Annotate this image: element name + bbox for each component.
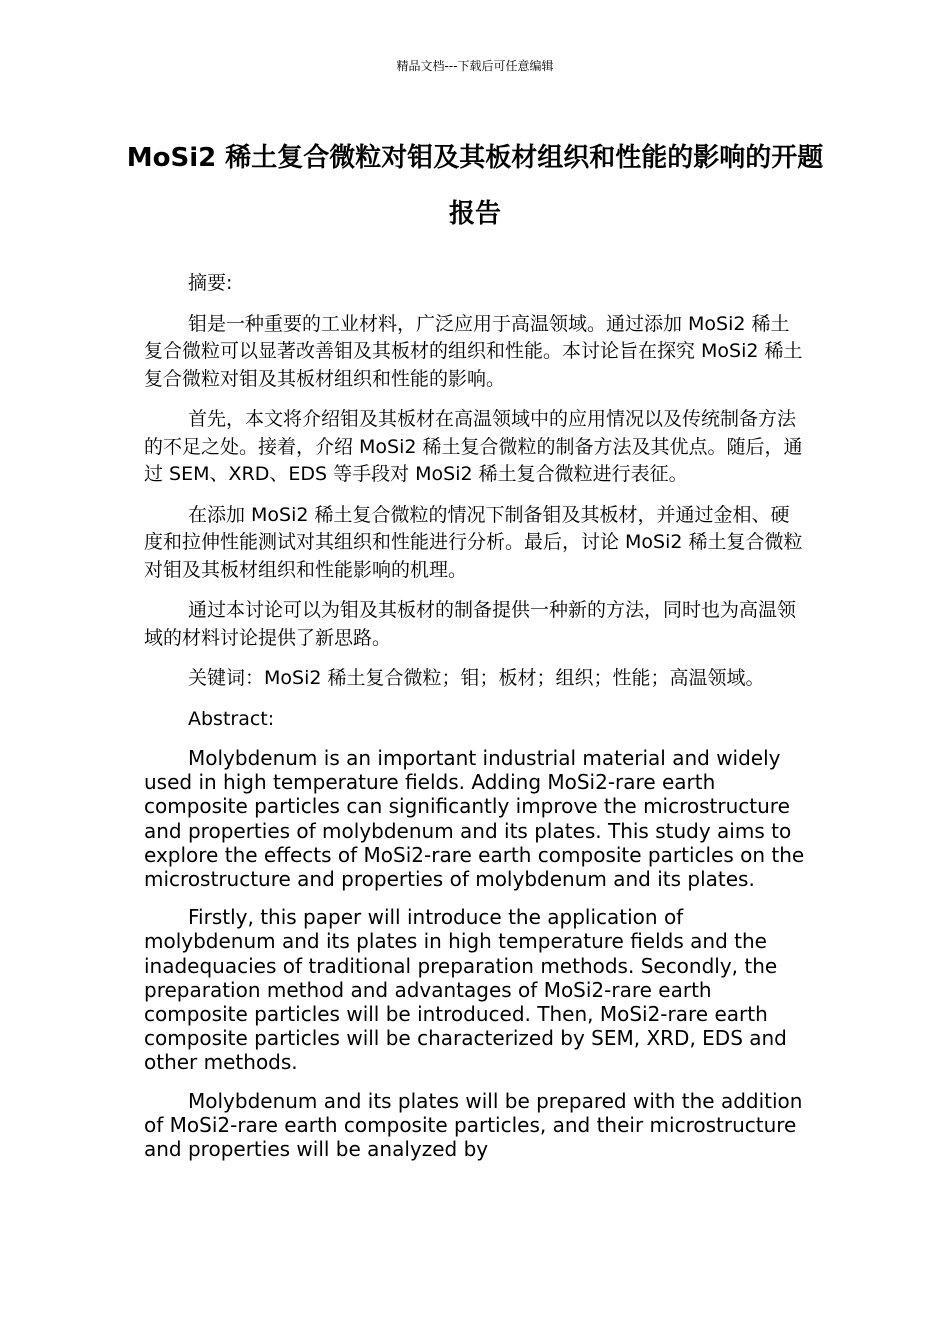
abstract-cn-paragraph: 在添加 MoSi2 稀土复合微粒的情况下制备钼及其板材，并通过金相、硬度和拉伸性能测试对其组织和性能进行分析。最后，讨论 MoSi2 稀土复合微粒对钼及其板材组织和性能影响的机理。 — [144, 503, 803, 581]
keywords-cn: 关键词：MoSi2 稀土复合微粒；钼；板材；组织；性能；高温领域。 — [188, 667, 765, 689]
abstract-cn-paragraph: 钼是一种重要的工业材料，广泛应用于高温领域。通过添加 MoSi2 稀土复合微粒可以显著改善钼及其板材的组织和性能。本讨论旨在探究 MoSi2 稀土复合微粒对钼及其板材组织和性能的影响。 — [144, 312, 803, 390]
page-title: MoSi2 稀土复合微粒对钼及其板材组织和性能的影响的开题报告 — [126, 143, 824, 229]
abstract-en-paragraph: Molybdenum and its plates will be prepared with the addition of MoSi2-rare earth composite particles, and their microstructure and properties will be analyzed by — [144, 1088, 803, 1162]
abstract-cn-paragraph: 通过本讨论可以为钼及其板材的制备提供一种新的方法，同时也为高温领域的材料讨论提供了新思路。 — [144, 599, 797, 649]
abstract-cn-paragraph: 首先，本文将介绍钼及其板材在高温领域中的应用情况以及传统制备方法的不足之处。接着，介绍 MoSi2 稀土复合微粒的制备方法及其优点。随后，通过 SEM、XRD、EDS 等手段对 MoSi2 稀土复合微粒进行表征。 — [144, 408, 803, 485]
abstract-en-paragraph: Firstly, this paper will introduce the application of molybdenum and its plates in high temperature fields and the inadequacies of traditional preparation methods. Secondly, the preparation method and advantages of MoSi2-rare earth composite particles will be introduced. Then, MoSi2-rare earth composite particles will be characterized by SEM, XRD, EDS and other methods. — [144, 905, 787, 1075]
abstract-en-paragraph: Molybdenum is an important industrial material and widely used in high temperature fields. Adding MoSi2-rare earth composite particles can significantly improve the microstructure and properties of molybdenum and its plates. This study aims to explore the effects of MoSi2-rare earth composite particles on the microstructure and properties of molybdenum and its plates. — [144, 746, 805, 892]
abstract-en-label: Abstract: — [188, 707, 275, 730]
document-body — [144, 270, 806, 1175]
abstract-cn-label: 摘要: — [188, 272, 233, 294]
header-note: 精品文档---下载后可任意编辑 — [396, 59, 554, 73]
